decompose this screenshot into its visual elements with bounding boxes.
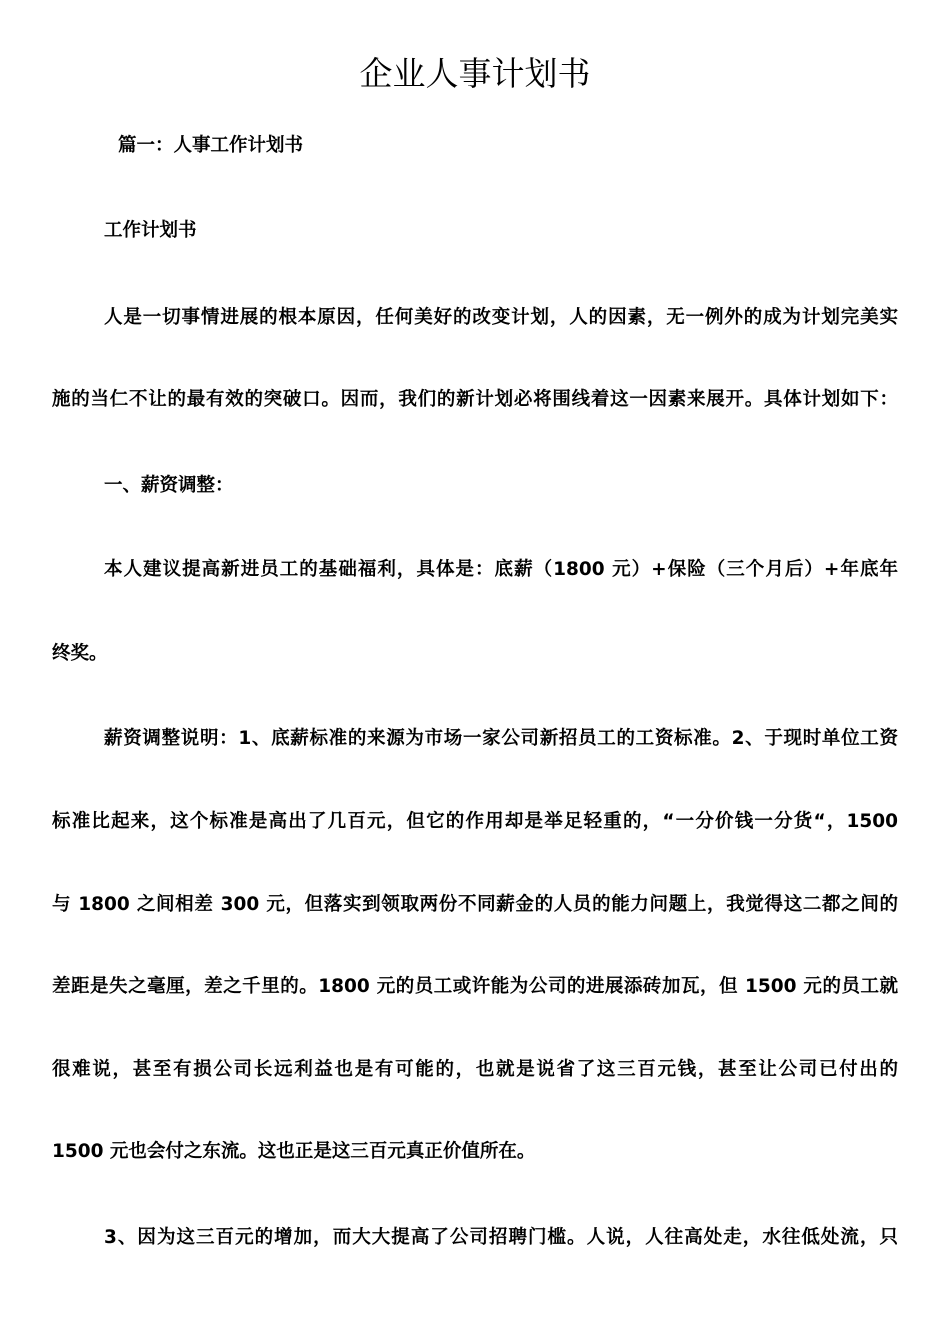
intro-line-2: 施的当仁不让的最有效的突破口。因而，我们的新计划必将围线着这一因素来展开。具体计划如下：: [52, 389, 898, 410]
explanation-line-1: 薪资调整说明：1、底薪标准的来源为市场一家公司新招员工的工资标准。2、于现时单位工资: [104, 728, 898, 749]
proposal-line-2: 终奖。: [52, 643, 108, 664]
section-heading-salary: 一、薪资调整：: [104, 475, 234, 496]
proposal-line-1: 本人建议提高新进员工的基础福利，具体是：底薪（1800 元）+保险（三个月后）+年底年: [104, 559, 898, 580]
explanation-line-2: 标准比起来，这个标准是高出了几百元，但它的作用却是举足轻重的，“一分价钱一分货“，1500: [52, 811, 898, 832]
intro-line-1: 人是一切事情进展的根本原因，任何美好的改变计划，人的因素，无一例外的成为计划完美实: [104, 307, 898, 328]
explanation-line-5: 很难说，甚至有损公司长远利益也是有可能的，也就是说省了这三百元钱，甚至让公司已付出的: [52, 1059, 898, 1080]
sub-heading: 工作计划书: [104, 220, 197, 241]
explanation-line-4: 差距是失之毫厘，差之千里的。1800 元的员工或许能为公司的进展添砖加瓦，但 1500 元的员工就: [52, 976, 898, 997]
explanation-line-6: 1500 元也会付之东流。这也正是这三百元真正价值所在。: [52, 1141, 536, 1162]
explanation-line-3: 与 1800 之间相差 300 元，但落实到领取两份不同薪金的人员的能力问题上，我觉得这二都之间的: [52, 894, 898, 915]
document-title: 企业人事计划书: [359, 54, 591, 93]
point-3-line-1: 3、因为这三百元的增加，而大大提高了公司招聘门槛。人说，人往高处走，水往低处流，只: [104, 1227, 898, 1248]
chapter-heading: 篇一：人事工作计划书: [118, 135, 304, 156]
